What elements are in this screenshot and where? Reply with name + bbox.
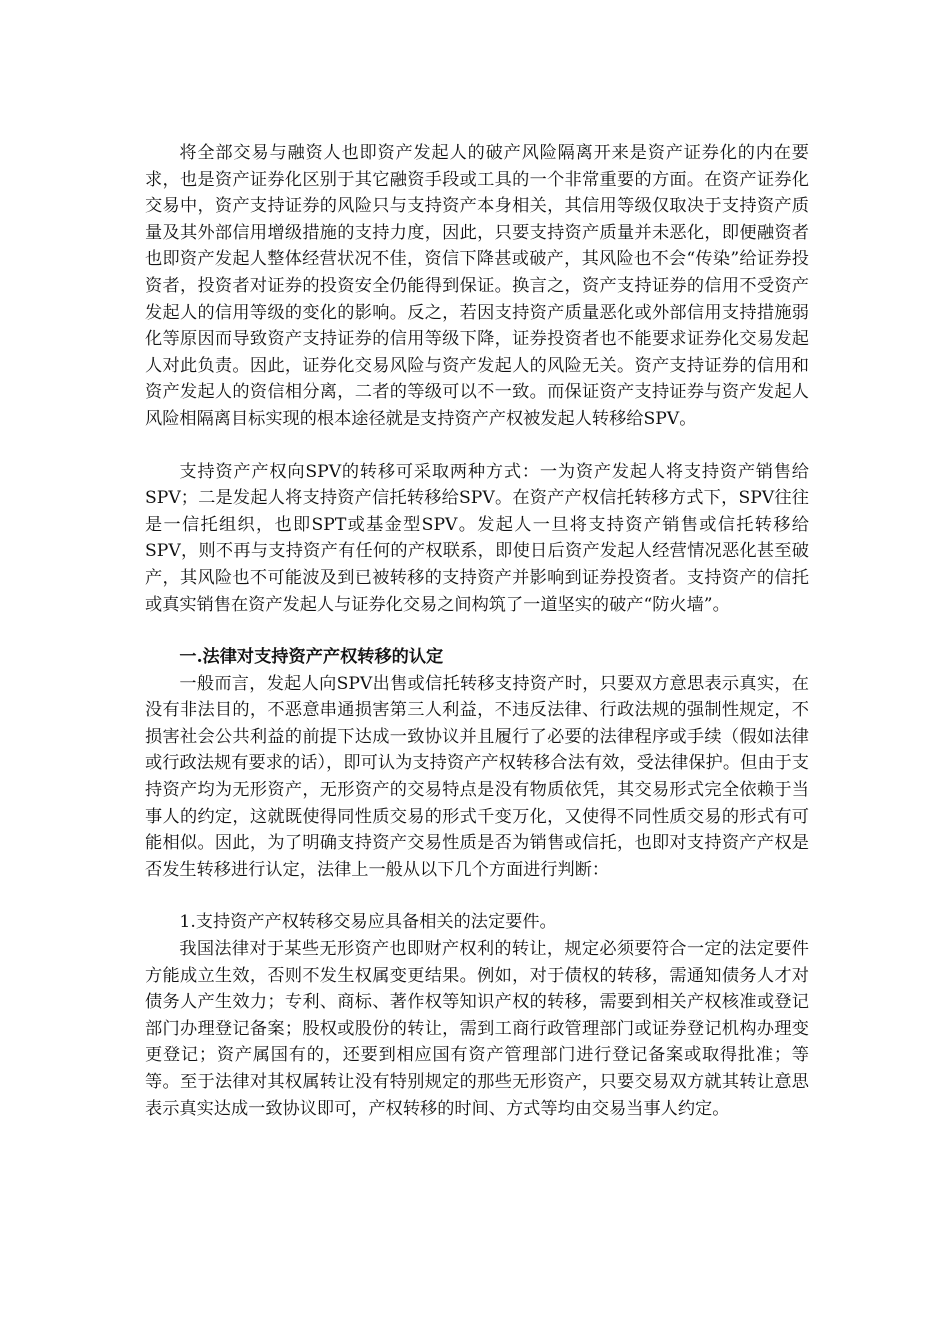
paragraph-gap — [145, 618, 809, 644]
paragraph-gap — [145, 433, 809, 459]
paragraph-risk-isolation: 将全部交易与融资人也即资产发起人的破产风险隔离开来是资产证券化的内在要求，也是资产证券化区别于其它融资手段或工具的一个非常重要的方面。在资产证券化交易中，资产支持证券的风险只与支持资产本身相关，其信用等级仅取决于支持资产质量及其外部信用增级措施的支持力度，因此，只要支持资产质量并未恶化，即便融资者也即资产发起人整体经营状况不佳，资信下降甚或破产，其风险也不会“传染”给证券投资者，投资者对证券的投资安全仍能得到保证。换言之，资产支持证券的信用不受资产发起人的信用等级的变化的影响。反之，若因支持资产质量恶化或外部信用支持措施弱化等原因而导致资产支持证券的信用等级下降，证券投资者也不能要求证券化交易发起人对此负责。因此，证券化交易风险与资产发起人的风险无关。资产支持证券的信用和资产发起人的资信相分离，二者的等级可以不一致。而保证资产支持证券与资产发起人风险相隔离目标实现的根本途径就是支持资产产权被发起人转移给SPV。 — [145, 143, 809, 429]
paragraph-transfer-methods: 支持资产产权向SPV的转移可采取两种方式：一为资产发起人将支持资产销售给SPV；二是发起人将支持资产信托转移给SPV。在资产产权信托转移方式下，SPV往往是一信托组织，也即SPT或基金型SPV。发起人一旦将支持资产销售或信托转移给SPV，则不再与支持资产有任何的产权联系，即使日后资产发起人经营情况恶化甚至破产，其风险也不可能波及到已被转移的支持资产并影响到证券投资者。支持资产的信托或真实销售在资产发起人与证券化交易之间构筑了一道坚实的破产“防火墙”。 — [145, 461, 809, 615]
paragraph-legal-recognition: 一般而言，发起人向SPV出售或信托转移支持资产时，只要双方意思表示真实，在没有非法目的，不恶意串通损害第三人利益，不违反法律、行政法规的强制性规定，不损害社会公共利益的前提下达成一致协议并且履行了必要的法律程序或手续（假如法律或行政法规有要求的话），即可认为支持资产产权转移合法有效，受法律保护。但由于支持资产均为无形资产，无形资产的交易特点是没有物质依凭，其交易形式完全依赖于当事人的约定，这就既使得同性质交易的形式千变万化，又使得不同性质交易的形式有可能相似。因此，为了明确支持资产交易性质是否为销售或信托，也即对支持资产产权是否发生转移进行认定，法律上一般从以下几个方面进行判断： — [145, 673, 809, 880]
subsection-heading-1: 1.支持资产产权转移交易应具备相关的法定要件。 — [179, 912, 557, 933]
paragraph-statutory-requirements: 我国法律对于某些无形资产也即财产权利的转让，规定必须要符合一定的法定要件方能成立生效，否则不发生权属变更结果。例如，对于债权的转移，需通知债务人才对债务人产生效力；专利、商标、著作权等知识产权的转移，需要到相关产权核准或登记部门办理登记备案；股权或股份的转让，需到工商行政管理部门或证券登记机构办理变更登记；资产属国有的，还要到相应国有资产管理部门进行登记备案或取得批准；等等。至于法律对其权属转让没有特别规定的那些无形资产，只要交易双方就其转让意思表示真实达成一致协议即可，产权转移的时间、方式等均由交易当事人约定。 — [145, 939, 809, 1119]
paragraph-gap — [145, 883, 809, 909]
document-page — [145, 140, 809, 1122]
section-heading-1: 一.法律对支持资产产权转移的认定 — [179, 647, 444, 668]
